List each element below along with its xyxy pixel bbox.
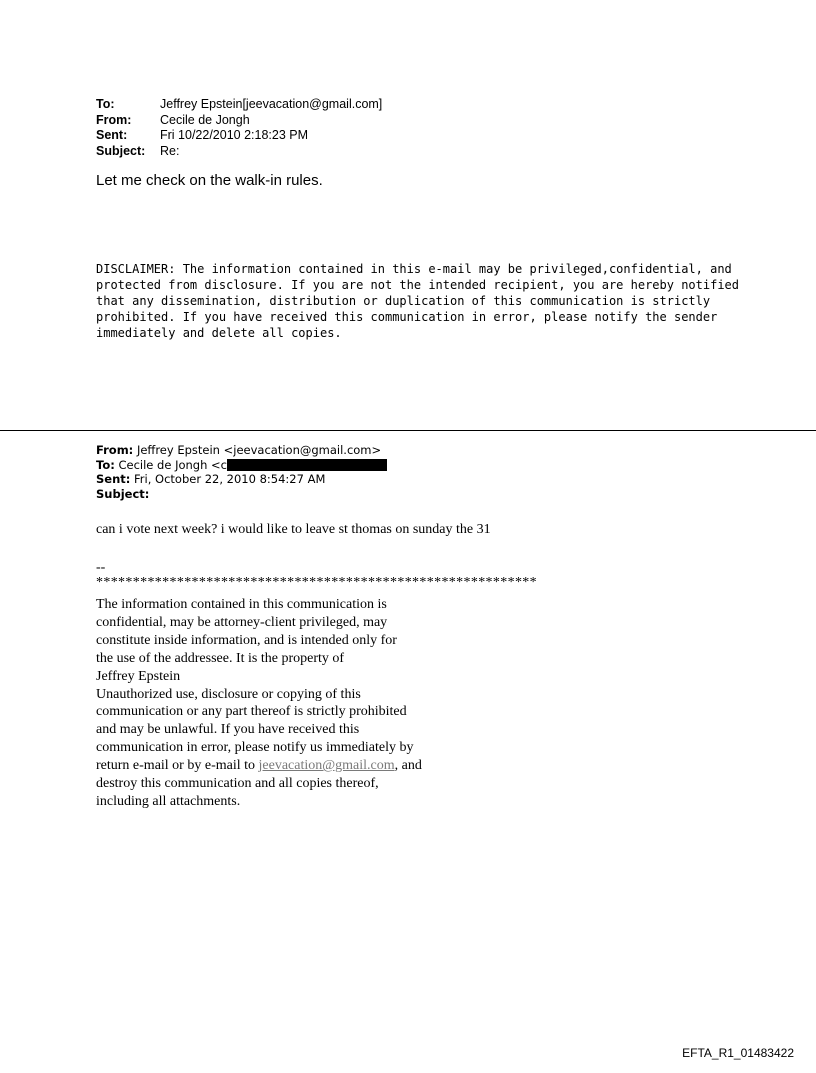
fwd-to-row [96, 458, 387, 473]
email-body: Let me check on the walk-in rules. [96, 172, 323, 189]
redaction-box [227, 459, 387, 471]
fwd-sent-row [96, 472, 387, 487]
fwd-to-value: Cecile de Jongh <c [118, 457, 227, 472]
forwarded-header [96, 443, 387, 501]
from-row [96, 113, 382, 129]
disclaimer-text: DISCLAIMER: The information contained in this e-mail may be privileged,confidential, and protected from disclosure. If you are not the intended recipient, you are hereby notified that any dissemination, distribution or duplication of this communication is strictly prohibited. If you have received this communication in error, please notify the sender immediately and delete all copies. [96, 262, 739, 340]
subject-row [96, 144, 382, 160]
sent-row [96, 128, 382, 144]
email-link[interactable]: jeevacation@gmail.com [258, 758, 395, 774]
sent-label: Sent: [96, 128, 128, 142]
return-suffix: , and [394, 758, 422, 774]
fwd-from-value: Jeffrey Epstein <jeevacation@gmail.com> [136, 443, 382, 457]
return-line [96, 757, 422, 775]
from-label: From: [96, 112, 132, 127]
conf-line: Jeffrey Epstein [96, 668, 181, 684]
email-header [96, 97, 382, 159]
fwd-subject-label: Subject: [96, 486, 150, 501]
conf-line: destroy this communication and all copies thereof, [96, 776, 379, 792]
subject-label: Subject: [96, 143, 146, 158]
document-id: EFTA_R1_01483422 [682, 1046, 794, 1060]
thread-divider [0, 430, 816, 431]
fwd-subject-row [96, 487, 387, 502]
to-label: To: [96, 97, 115, 111]
fwd-from-label: From: [96, 443, 134, 457]
to-value: Jeffrey Epstein[jeevacation@gmail.com] [160, 97, 383, 111]
to-row [96, 97, 382, 113]
return-prefix: return e-mail or by e-mail to [96, 758, 259, 774]
signature-dash: -- [96, 560, 106, 575]
conf-line: and may be unlawful. If you have received this [96, 722, 360, 738]
fwd-sent-value: Fri, October 22, 2010 8:54:27 AM [134, 472, 326, 486]
conf-line: constitute inside information, and is intended only for [96, 632, 397, 648]
conf-line: communication in error, please notify us immediately by [96, 740, 414, 756]
fwd-sent-label: Sent: [96, 472, 131, 486]
conf-line: Unauthorized use, disclosure or copying of this [96, 686, 361, 702]
forwarded-body: can i vote next week? i would like to leave st thomas on sunday the 31 [96, 522, 491, 537]
conf-line: confidential, may be attorney-client privileged, may [96, 614, 388, 630]
fwd-to-label: To: [96, 457, 115, 472]
conf-line: The information contained in this communication is [96, 597, 387, 612]
sent-value: Fri 10/22/2010 2:18:23 PM [160, 128, 309, 142]
subject-value: Re: [160, 143, 180, 158]
conf-line: the use of the addressee. It is the property of [96, 650, 345, 666]
conf-line: including all attachments. [96, 793, 241, 809]
conf-line: communication or any part thereof is strictly prohibited [96, 704, 407, 720]
star-separator: ************************************************************ [96, 575, 537, 590]
from-value: Cecile de Jongh [160, 112, 250, 127]
confidentiality-notice [96, 596, 422, 811]
fwd-from-row [96, 443, 387, 458]
